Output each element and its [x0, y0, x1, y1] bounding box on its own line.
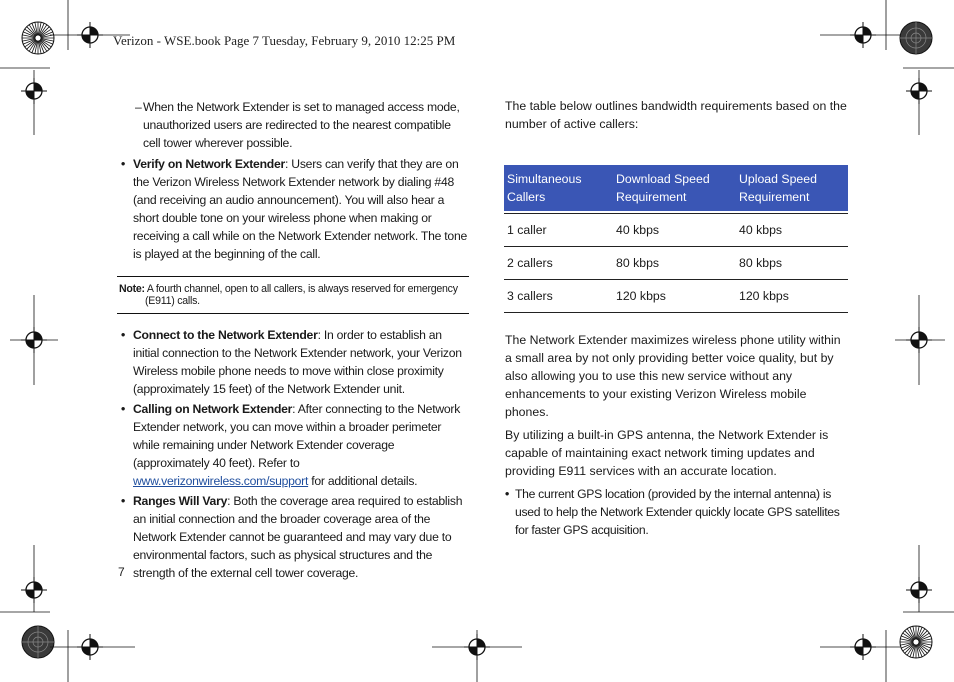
table-intro: The table below outlines bandwidth requirements based on the number of active callers: [505, 99, 847, 131]
utility-paragraph: The Network Extender maximizes wireless phone utility within a small area by not only providing better voice quality, but by also allowing you to use this new service without any enhancements to your existing Verizon Wireless mobile phones. [505, 333, 841, 419]
left-column [117, 98, 467, 584]
bullet-marker: • [121, 494, 126, 508]
cell-callers: 1 caller [504, 214, 613, 247]
calling-text-after: for additional details. [308, 474, 418, 488]
gps-paragraph: By utilizing a built-in GPS antenna, the Network Extender is capable of maintaining exact network timing updates and providing E911 services with an accurate location. [505, 428, 829, 478]
calling-title: Calling on Network Extender [133, 402, 293, 416]
page-number: 7 [118, 565, 125, 579]
note-label: Note: [119, 283, 145, 295]
gps-bullet [505, 485, 847, 539]
connect-title: Connect to the Network Extender [133, 328, 318, 342]
table-row [504, 280, 848, 313]
cell-download: 120 kbps [613, 280, 736, 313]
note-text-line-2: (E911) calls. [145, 295, 200, 307]
managed-access-sub-item [117, 98, 467, 152]
ranges-bullet [117, 492, 467, 582]
cell-download: 80 kbps [613, 247, 736, 280]
managed-access-text: When the Network Extender is set to managed access mode, unauthorized users are redirected to the nearest compatible cell tower wherever possible. [143, 100, 460, 150]
verify-bullet [117, 155, 467, 263]
verify-text: : Users can verify that they are on the Verizon Wireless Network Extender network by dialing #48 (and receiving an audio announcement). You will also hear a short double tone on your wireless phone when making or receiving a call while on the Network Extender network. The tone is played at the beginning of the call. [133, 157, 468, 261]
cell-download: 40 kbps [613, 214, 736, 247]
right-column [505, 97, 847, 539]
header-simultaneous-callers: Simultaneous Callers [504, 165, 613, 211]
note-box [117, 276, 469, 314]
connect-bullet [117, 326, 467, 398]
ranges-title: Ranges Will Vary [133, 494, 228, 508]
cell-callers: 3 callers [504, 280, 613, 313]
support-link[interactable]: www.verizonwireless.com/support [133, 474, 309, 488]
calling-bullet [117, 400, 467, 490]
cell-upload: 80 kbps [736, 247, 848, 280]
header-upload-speed: Upload Speed Requirement [736, 165, 848, 211]
header-download-speed: Download Speed Requirement [613, 165, 736, 211]
bullet-marker: • [121, 157, 126, 171]
dash-marker: – [135, 100, 142, 114]
cell-callers: 2 callers [504, 247, 613, 280]
ranges-text: : Both the coverage area required to establish an initial connection and the broader coverage area of the Network Extender cannot be guaranteed and may vary due to environmental factors, such as physical structures and the strength of the external cell tower coverage. [133, 494, 463, 580]
bullet-marker: • [505, 487, 509, 501]
bullet-marker: • [121, 402, 126, 416]
calling-text: : After connecting to the Network Extender network, you can move within a broader perimeter while remaining under Network Extender coverage (approximately 40 feet). Refer to [133, 402, 461, 470]
table-header-row [504, 165, 848, 211]
cell-upload: 120 kbps [736, 280, 848, 313]
print-header: Verizon - WSE.book Page 7 Tuesday, February 9, 2010 12:25 PM [113, 33, 456, 48]
connect-text: : In order to establish an initial connection to the Network Extender network, your Verizon Wireless mobile phone needs to move within close proximity (approximately 15 feet) of the Network Extender unit. [133, 328, 462, 396]
note-text-line-1: A fourth channel, open to all callers, is always reserved for emergency [144, 283, 458, 295]
bullet-marker: • [121, 328, 126, 342]
gps-bullet-text: The current GPS location (provided by the internal antenna) is used to help the Network Extender quickly locate GPS satellites for faster GPS acquisition. [515, 487, 840, 537]
table-row [504, 214, 848, 247]
verify-title: Verify on Network Extender [133, 157, 285, 171]
bandwidth-table [504, 165, 848, 313]
cell-upload: 40 kbps [736, 214, 848, 247]
table-row [504, 247, 848, 280]
